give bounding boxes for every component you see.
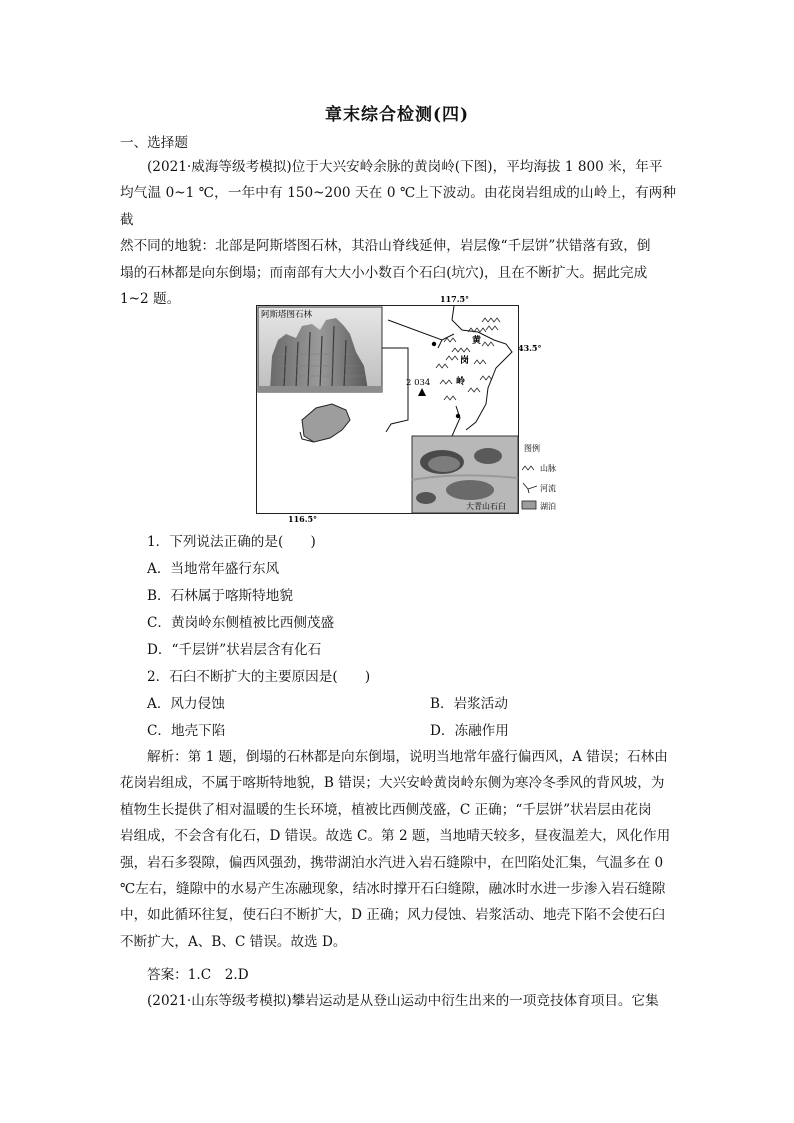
legend-title: 图例 xyxy=(524,444,540,453)
legend-lake-icon xyxy=(522,501,536,509)
stone-mortar-photo xyxy=(412,436,518,513)
range-char: 岭 xyxy=(456,377,466,387)
intro-line: 塌的石林都是向东倒塌；而南部有大大小小数百个石臼(坑穴)，且在不断扩大。据此完成 xyxy=(120,264,648,281)
analysis-line: 岩组成，不会含有化石，D 错误。故选 C。第 2 题，当地晴天较多，昼夜温差大，风化作用 xyxy=(120,828,671,845)
photo1-caption: 阿斯塔图石林 xyxy=(261,310,313,320)
q2-option-c: C．地壳下陷 xyxy=(147,723,226,739)
intro-line: 然不同的地貌：北部是阿斯塔图石林，其沿山脊线延伸，岩层像“千层饼”状错落有致，倒 xyxy=(120,238,651,255)
analysis-line: ℃左右，缝隙中的水易产生冻融现象，结冰时撑开石臼缝隙，融冰时水进一步渗入岩石缝隙 xyxy=(120,881,666,898)
analysis-line: 中，如此循环往复，使石臼不断扩大，D 正确；风力侵蚀、岩浆活动、地壳下陷不会使石臼 xyxy=(120,907,666,924)
q2-option-b: B．岩浆活动 xyxy=(430,696,508,712)
question-2-stem: 2．石臼不断扩大的主要原因是( ) xyxy=(147,669,371,685)
q1-option-d: D．“千层饼”状岩层含有化石 xyxy=(147,642,322,658)
q1-option-a: A．当地常年盛行东风 xyxy=(147,561,280,577)
range-char: 岗 xyxy=(460,356,470,366)
legend-label: 山脉 xyxy=(540,464,556,473)
section-heading: 一、选择题 xyxy=(120,135,188,151)
question-1-stem: 1．下列说法正确的是( ) xyxy=(147,534,316,550)
legend-label: 湖泊 xyxy=(540,502,556,511)
location-dot xyxy=(432,342,436,346)
q2-option-a: A．风力侵蚀 xyxy=(147,696,225,712)
range-char: 黄 xyxy=(472,336,482,346)
next-line: (2021·山东等级考模拟)攀岩运动是从登山运动中衍生出来的一项竞技体育项目。它集 xyxy=(147,993,659,1009)
intro-line: (2021·威海等级考模拟)位于大兴安岭余脉的黄岗岭(下图)，平均海拔 1 800 米，年平 xyxy=(147,159,663,175)
map-svg xyxy=(256,294,556,524)
q1-option-c: C．黄岗岭东侧植被比西侧茂盛 xyxy=(147,615,335,631)
answer-line: 答案：1.C 2.D xyxy=(147,967,249,983)
map-legend xyxy=(522,443,556,511)
legend-mountain-icon xyxy=(522,466,534,470)
peak-elevation: 2 034 xyxy=(406,378,431,388)
next-question-paragraph xyxy=(120,988,676,1014)
analysis-line: 花岗岩组成，不属于喀斯特地貌，B 错误；大兴安岭黄岗岭东侧为寒冷冬季风的背风坡，为 xyxy=(120,775,665,792)
legend-label: 河流 xyxy=(540,484,556,493)
stone-forest-photo xyxy=(258,307,382,392)
bottom-longitude-label: 116.5° xyxy=(288,514,318,524)
q1-option-b: B．石林属于喀斯特地貌 xyxy=(147,588,293,604)
map-figure xyxy=(256,294,556,524)
analysis-line: 不断扩大，A、B、C 错误。故选 D。 xyxy=(120,933,347,950)
analysis-line: 强，岩石多裂隙，偏西风强劲，携带湖泊水汽进入岩石缝隙中，在凹陷处汇集，气温多在 0 xyxy=(120,854,664,871)
intro-line: 1~2 题。 xyxy=(120,291,181,308)
intro-paragraph xyxy=(120,154,676,312)
intro-line: 均气温 0~1 ℃，一年中有 150~200 天在 0 ℃上下波动。由花岗岩组成的山岭上，有两种截 xyxy=(120,185,676,228)
analysis-line: 植物生长提供了相对温暖的生长环境，植被比西侧茂盛，C 正确；“千层饼”状岩层由花岗 xyxy=(120,801,652,818)
legend-river-icon xyxy=(523,483,537,493)
q2-option-d: D．冻融作用 xyxy=(430,723,509,739)
photo2-caption: 大青山石臼 xyxy=(466,502,506,511)
location-dot xyxy=(456,414,460,418)
analysis-paragraph xyxy=(120,744,676,955)
top-longitude-label: 117.5° xyxy=(440,294,470,304)
analysis-line: 解析：第 1 题，倒塌的石林都是向东倒塌，说明当地常年盛行偏西风，A 错误；石林由 xyxy=(147,749,668,765)
right-latitude-label: 43.5° xyxy=(518,343,542,353)
page-title: 章末综合检测(四) xyxy=(324,105,470,125)
